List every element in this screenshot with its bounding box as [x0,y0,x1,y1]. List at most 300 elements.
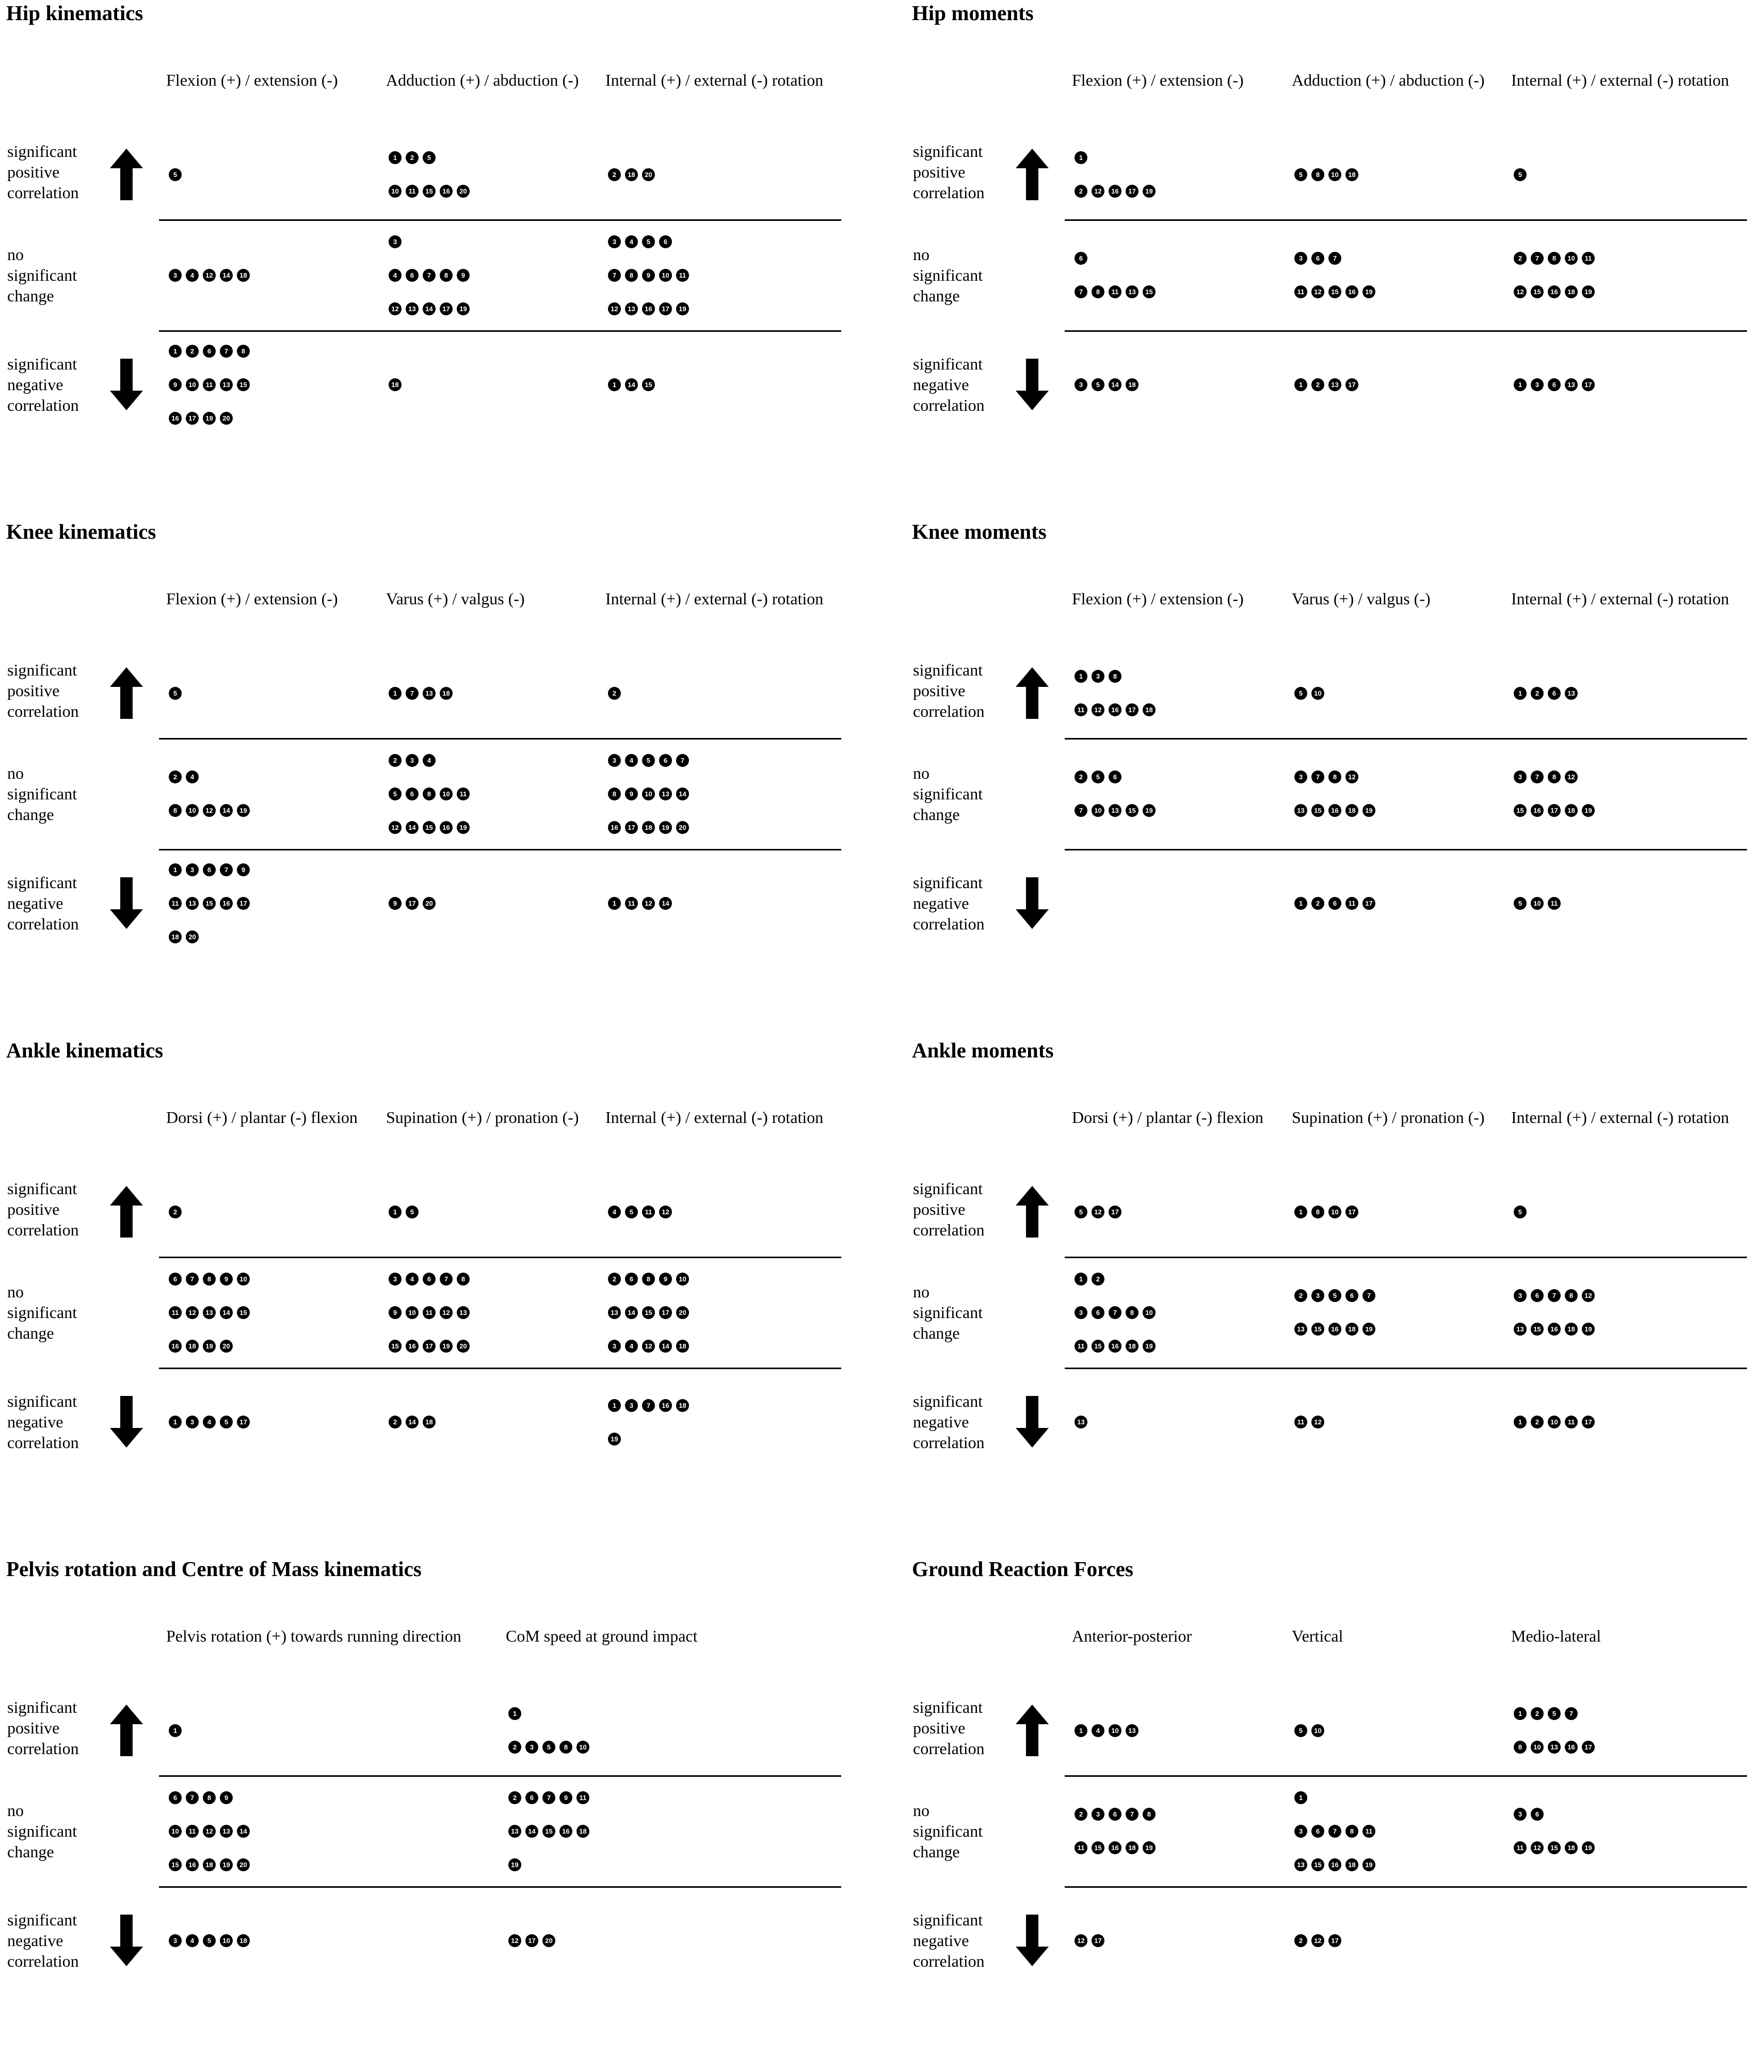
participant-marker: 7 [1109,1306,1121,1319]
participant-marker: 1 [389,151,402,164]
participant-marker: 2 [608,687,621,700]
participant-marker: 3 [389,1273,402,1286]
participant-marker: 5 [389,788,402,800]
participant-marker: 2 [1311,378,1324,391]
participant-marker: 11 [1075,703,1087,716]
participant-marker: 3 [1075,378,1087,391]
participant-marker: 14 [625,1306,638,1319]
participant-marker: 10 [1143,1306,1156,1319]
participant-marker: 20 [237,1858,250,1871]
participant-marker: 10 [237,1273,250,1286]
participant-marker: 1 [508,1707,521,1720]
participant-marker: 13 [406,302,419,315]
participant-marker: 7 [440,1273,453,1286]
participant-marker: 8 [203,1273,216,1286]
participant-marker: 1 [1294,1791,1307,1804]
participant-marker: 12 [1345,770,1358,783]
participant-marker: 15 [169,1858,182,1871]
column-header: Supination (+) / pronation (-) [386,1108,579,1127]
participant-marker: 14 [237,1825,250,1838]
row-label-negative: significant negative correlation [7,873,79,933]
participant-marker: 13 [203,1306,216,1319]
column-header: Pelvis rotation (+) towards running direction [166,1627,461,1645]
participant-marker: 15 [1311,1858,1324,1871]
row-label-none: no significant change [913,245,983,305]
participant-marker: 12 [389,821,402,834]
participant-marker: 8 [1092,285,1104,298]
participant-marker: 3 [389,235,402,248]
participant-marker: 6 [1531,1289,1544,1302]
separator-line [159,1886,841,1888]
participant-marker: 9 [237,863,250,876]
participant-marker: 3 [1311,1289,1324,1302]
participant-marker: 2 [1092,1273,1104,1286]
participant-marker: 13 [457,1306,470,1319]
participant-marker: 9 [457,269,470,282]
panel [0,0,882,516]
participant-marker: 8 [440,269,453,282]
row-label-none: no significant change [7,763,77,824]
arrow-down-icon [1016,1915,1049,1966]
column-header: Internal (+) / external (-) rotation [1511,589,1729,608]
arrow-down-icon [110,877,143,929]
column-header: Adduction (+) / abduction (-) [386,71,579,89]
participant-marker: 12 [1075,1934,1087,1947]
participant-marker: 10 [1531,897,1544,910]
participant-marker: 11 [1345,897,1358,910]
participant-marker: 8 [1328,770,1341,783]
participant-marker: 9 [625,788,638,800]
participant-marker: 2 [1311,897,1324,910]
participant-marker: 2 [1514,252,1527,265]
participant-marker: 12 [1531,1841,1544,1854]
participant-marker: 6 [1345,1289,1358,1302]
participant-marker: 1 [608,378,621,391]
row-label-positive: significant positive correlation [7,141,79,202]
participant-marker: 16 [1109,703,1121,716]
participant-marker: 14 [220,269,233,282]
participant-marker: 5 [1294,168,1307,181]
participant-marker: 2 [608,1273,621,1286]
participant-marker: 19 [457,821,470,834]
participant-marker: 8 [1565,1289,1578,1302]
participant-marker: 3 [169,269,182,282]
participant-marker: 15 [542,1825,555,1838]
column-header: Internal (+) / external (-) rotation [1511,1108,1729,1127]
row-label-positive: significant positive correlation [913,660,985,720]
participant-marker: 11 [576,1791,589,1804]
participant-marker: 1 [169,1416,182,1428]
panel [0,519,882,1035]
participant-marker: 17 [1362,897,1375,910]
row-label-negative: significant negative correlation [7,1392,79,1452]
participant-marker: 4 [406,1273,419,1286]
participant-marker: 15 [1126,804,1138,817]
participant-marker: 14 [676,788,689,800]
participant-marker: 6 [406,269,419,282]
participant-marker: 8 [1311,1206,1324,1218]
arrow-down-icon [110,359,143,410]
column-header: Vertical [1292,1627,1343,1645]
column-header: Varus (+) / valgus (-) [386,589,525,608]
participant-marker: 18 [676,1340,689,1353]
column-header: Varus (+) / valgus (-) [1292,589,1431,608]
participant-marker: 12 [1092,703,1104,716]
participant-marker: 5 [542,1741,555,1754]
participant-marker: 2 [1531,1707,1544,1720]
participant-marker: 2 [1531,1416,1544,1428]
participant-marker: 17 [625,821,638,834]
participant-marker: 3 [1531,378,1544,391]
participant-marker: 7 [423,269,436,282]
participant-marker: 18 [576,1825,589,1838]
participant-marker: 16 [1531,804,1544,817]
participant-marker: 1 [169,1724,182,1737]
participant-marker: 18 [625,168,638,181]
participant-marker: 19 [237,804,250,817]
participant-marker: 9 [642,269,655,282]
panel-title: Pelvis rotation and Centre of Mass kinematics [6,1557,422,1581]
row-label-negative: significant negative correlation [7,1910,79,1970]
participant-marker: 7 [220,345,233,358]
participant-marker: 4 [203,1416,216,1428]
participant-marker: 3 [1075,1306,1087,1319]
participant-marker: 7 [1565,1707,1578,1720]
row-label-none: no significant change [913,763,983,824]
separator-line [159,1257,841,1258]
participant-marker: 10 [220,1934,233,1947]
participant-marker: 19 [1143,804,1156,817]
participant-marker: 7 [1311,770,1324,783]
arrow-up-icon [1016,149,1049,200]
participant-marker: 4 [608,1206,621,1218]
participant-marker: 17 [1582,1741,1595,1754]
participant-marker: 12 [389,302,402,315]
participant-marker: 13 [508,1825,521,1838]
separator-line [1065,1775,1747,1777]
participant-marker: 18 [169,930,182,943]
participant-marker: 13 [1565,687,1578,700]
row-label-none: no significant change [7,1801,77,1861]
participant-marker: 5 [1548,1707,1561,1720]
panel [906,1556,1764,2072]
participant-marker: 8 [1143,1808,1156,1821]
participant-marker: 12 [203,269,216,282]
participant-marker: 14 [525,1825,538,1838]
participant-marker: 11 [1362,1825,1375,1838]
participant-marker: 17 [1345,378,1358,391]
participant-marker: 18 [1565,1841,1578,1854]
participant-marker: 13 [625,302,638,315]
participant-marker: 6 [1092,1306,1104,1319]
participant-marker: 11 [457,788,470,800]
participant-marker: 15 [1092,1841,1104,1854]
participant-marker: 16 [220,897,233,910]
participant-marker: 18 [440,687,453,700]
column-header: Flexion (+) / extension (-) [166,71,338,89]
row-label-none: no significant change [913,1282,983,1342]
participant-marker: 8 [457,1273,470,1286]
participant-marker: 2 [1531,687,1544,700]
participant-marker: 6 [1075,252,1087,265]
separator-line [1065,1886,1747,1888]
participant-marker: 8 [1345,1825,1358,1838]
participant-marker: 13 [1294,1323,1307,1336]
participant-marker: 18 [1345,1858,1358,1871]
participant-marker: 19 [1362,1858,1375,1871]
participant-marker: 6 [625,1273,638,1286]
participant-marker: 3 [1294,252,1307,265]
participant-marker: 17 [1109,1206,1121,1218]
participant-marker: 10 [440,788,453,800]
participant-marker: 13 [186,897,199,910]
participant-marker: 3 [1294,770,1307,783]
participant-marker: 3 [169,1934,182,1947]
participant-marker: 12 [659,1206,672,1218]
participant-marker: 15 [423,185,436,198]
participant-marker: 15 [1531,1323,1544,1336]
participant-marker: 6 [1548,378,1561,391]
participant-marker: 19 [1582,804,1595,817]
participant-marker: 6 [1109,770,1121,783]
participant-marker: 18 [1565,804,1578,817]
arrow-down-icon [110,1915,143,1966]
participant-marker: 17 [1092,1934,1104,1947]
participant-marker: 16 [1345,285,1358,298]
panel [906,0,1764,516]
participant-marker: 7 [1328,1825,1341,1838]
participant-marker: 2 [508,1791,521,1804]
column-header: CoM speed at ground impact [506,1627,698,1645]
separator-line [1065,1368,1747,1369]
participant-marker: 16 [186,1858,199,1871]
participant-marker: 6 [1311,252,1324,265]
participant-marker: 19 [203,1340,216,1353]
participant-marker: 2 [1075,770,1087,783]
participant-marker: 11 [1294,285,1307,298]
participant-marker: 1 [608,897,621,910]
participant-marker: 17 [237,1416,250,1428]
participant-marker: 16 [1109,185,1121,198]
participant-marker: 12 [608,302,621,315]
participant-marker: 7 [406,687,419,700]
participant-marker: 12 [1092,1206,1104,1218]
participant-marker: 15 [642,378,655,391]
participant-marker: 15 [1311,804,1324,817]
participant-marker: 3 [1092,1808,1104,1821]
participant-marker: 7 [542,1791,555,1804]
participant-marker: 19 [659,821,672,834]
participant-marker: 14 [423,302,436,315]
participant-marker: 18 [1345,804,1358,817]
participant-marker: 18 [237,269,250,282]
participant-marker: 2 [1294,1289,1307,1302]
participant-marker: 13 [1328,378,1341,391]
participant-marker: 4 [186,269,199,282]
participant-marker: 12 [1565,770,1578,783]
participant-marker: 5 [642,754,655,767]
participant-marker: 10 [1311,1724,1324,1737]
participant-marker: 15 [1548,1841,1561,1854]
participant-marker: 10 [1109,1724,1121,1737]
participant-marker: 15 [1328,285,1341,298]
participant-marker: 8 [423,788,436,800]
separator-line [159,849,841,850]
participant-marker: 17 [423,1340,436,1353]
row-label-negative: significant negative correlation [913,355,985,414]
arrow-down-icon [1016,359,1049,410]
participant-marker: 5 [625,1206,638,1218]
participant-marker: 10 [406,1306,419,1319]
participant-marker: 20 [186,930,199,943]
participant-marker: 4 [1092,1724,1104,1737]
participant-marker: 9 [389,897,402,910]
participant-marker: 1 [389,687,402,700]
participant-marker: 7 [1531,770,1544,783]
participant-marker: 8 [642,1273,655,1286]
participant-marker: 9 [169,378,182,391]
participant-marker: 19 [608,1433,621,1445]
participant-marker: 3 [525,1741,538,1754]
participant-marker: 1 [169,345,182,358]
participant-marker: 1 [169,863,182,876]
participant-marker: 12 [1311,1934,1324,1947]
participant-marker: 16 [1328,1323,1341,1336]
arrow-up-icon [110,149,143,200]
participant-marker: 16 [1548,1323,1561,1336]
participant-marker: 14 [1109,378,1121,391]
participant-marker: 20 [676,821,689,834]
participant-marker: 13 [220,1825,233,1838]
row-label-positive: significant positive correlation [913,1697,985,1758]
participant-marker: 12 [508,1934,521,1947]
participant-marker: 20 [676,1306,689,1319]
row-label-negative: significant negative correlation [913,1910,985,1970]
participant-marker: 15 [1531,285,1544,298]
participant-marker: 5 [220,1416,233,1428]
participant-marker: 13 [220,378,233,391]
participant-marker: 17 [1345,1206,1358,1218]
participant-marker: 8 [1548,770,1561,783]
participant-marker: 7 [186,1791,199,1804]
participant-marker: 13 [1294,1858,1307,1871]
participant-marker: 19 [1582,1323,1595,1336]
participant-marker: 12 [1092,185,1104,198]
participant-marker: 13 [1565,378,1578,391]
participant-marker: 4 [389,269,402,282]
column-header: Internal (+) / external (-) rotation [605,589,824,608]
participant-marker: 12 [186,1306,199,1319]
participant-marker: 15 [237,378,250,391]
participant-marker: 15 [1514,804,1527,817]
participant-marker: 14 [406,1416,419,1428]
participant-marker: 6 [659,235,672,248]
participant-marker: 1 [1514,378,1527,391]
participant-marker: 12 [1582,1289,1595,1302]
column-header: Internal (+) / external (-) rotation [605,1108,824,1127]
participant-marker: 10 [1328,168,1341,181]
column-header: Internal (+) / external (-) rotation [1511,71,1729,89]
participant-marker: 12 [1311,285,1324,298]
participant-marker: 19 [220,1858,233,1871]
participant-marker: 1 [1075,670,1087,683]
participant-marker: 9 [659,1273,672,1286]
participant-marker: 3 [608,1340,621,1353]
participant-marker: 6 [169,1273,182,1286]
participant-marker: 7 [186,1273,199,1286]
participant-marker: 4 [186,1934,199,1947]
participant-marker: 16 [1109,1340,1121,1353]
participant-marker: 13 [1075,1416,1087,1428]
participant-marker: 1 [1294,378,1307,391]
separator-line [159,1368,841,1369]
participant-marker: 18 [1345,1323,1358,1336]
participant-marker: 11 [169,897,182,910]
participant-marker: 11 [203,378,216,391]
participant-marker: 5 [1294,1724,1307,1737]
participant-marker: 3 [406,754,419,767]
participant-marker: 3 [1294,1825,1307,1838]
participant-marker: 17 [1328,1934,1341,1947]
participant-marker: 13 [1109,804,1121,817]
participant-marker: 17 [1582,378,1595,391]
panel-title: Ankle kinematics [6,1038,164,1062]
participant-marker: 7 [642,1399,655,1412]
panel [0,1556,882,2072]
participant-marker: 18 [1126,1340,1138,1353]
participant-marker: 15 [642,1306,655,1319]
participant-marker: 6 [1531,1808,1544,1821]
participant-marker: 5 [1514,168,1527,181]
participant-marker: 19 [1362,1323,1375,1336]
participant-marker: 3 [186,1416,199,1428]
participant-marker: 1 [1514,1416,1527,1428]
participant-marker: 16 [169,412,182,425]
participant-marker: 3 [1514,770,1527,783]
participant-marker: 16 [642,302,655,315]
participant-marker: 17 [525,1934,538,1947]
row-label-positive: significant positive correlation [7,660,79,720]
participant-marker: 6 [1311,1825,1324,1838]
participant-marker: 1 [1075,151,1087,164]
participant-marker: 6 [406,788,419,800]
participant-marker: 19 [1143,185,1156,198]
participant-marker: 4 [423,754,436,767]
participant-marker: 2 [169,770,182,783]
participant-marker: 5 [1514,1206,1527,1218]
separator-line [159,738,841,740]
participant-marker: 16 [440,821,453,834]
participant-marker: 5 [1514,897,1527,910]
participant-marker: 5 [642,235,655,248]
participant-marker: 5 [203,1934,216,1947]
participant-marker: 18 [1126,1841,1138,1854]
participant-marker: 1 [389,1206,402,1218]
participant-marker: 14 [659,1340,672,1353]
participant-marker: 3 [608,235,621,248]
participant-marker: 11 [1514,1841,1527,1854]
participant-marker: 18 [676,1399,689,1412]
participant-marker: 11 [625,897,638,910]
participant-marker: 1 [608,1399,621,1412]
participant-marker: 17 [237,897,250,910]
participant-marker: 15 [423,821,436,834]
row-label-none: no significant change [7,245,77,305]
participant-marker: 1 [1294,1206,1307,1218]
participant-marker: 11 [642,1206,655,1218]
participant-marker: 16 [1328,804,1341,817]
participant-marker: 17 [1582,1416,1595,1428]
